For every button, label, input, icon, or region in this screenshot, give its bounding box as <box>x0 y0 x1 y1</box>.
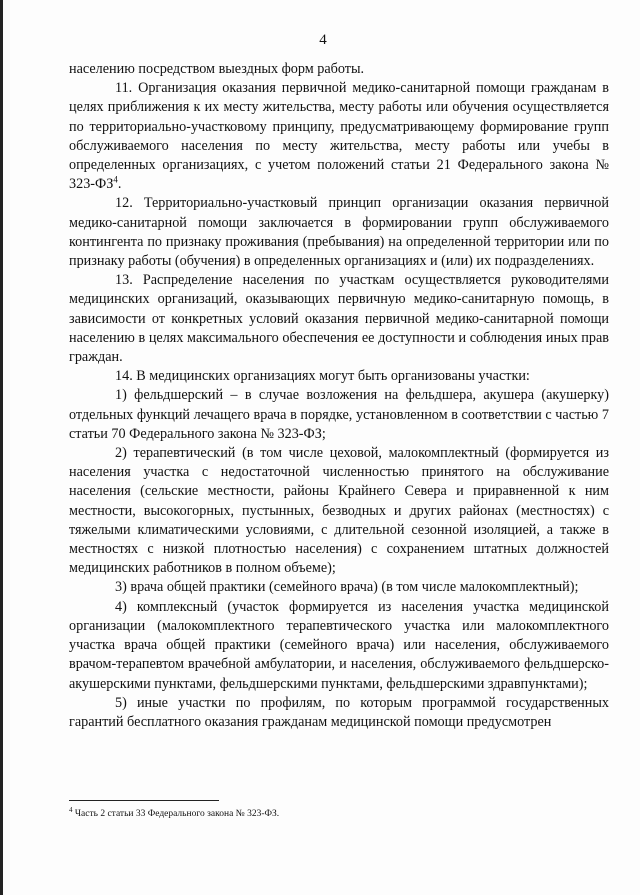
footnote-reference: 4 <box>113 174 118 185</box>
footnote <box>69 805 609 820</box>
footnote-divider <box>69 800 219 801</box>
list-item-1: 1) фельдшерский – в случае возложения на фельдшера, акушера (акушерку) отдельных функций лечащего врача в порядке, установленном в соответствии с частью 7 статьи 70 Федерального закона № 323-ФЗ; <box>69 387 609 442</box>
paragraph-continuation: населению посредством выездных форм работы. <box>69 61 365 77</box>
paragraph-14: 14. В медицинских организациях могут быть организованы участки: <box>115 368 530 385</box>
paragraph-11-tail: . <box>117 176 122 193</box>
list-item-2: 2) терапевтический (в том числе цеховой, малокомплектный (формируется из населения участка с недостаточной численностью принятого на обслуживание населения (сельские местности, районы Крайнего Севера и приравненной к ним местности, высокогорных, пустынных, безводных и других районах (местностях) с тяжелыми климатическими условиями, с длительной сезонной изоляцией, а также в местностях с низкой плотностью населения) с сохранением штатных должностей медицинских работников в полном объеме); <box>69 445 609 577</box>
list-item-4: 4) комплексный (участок формируется из населения участка медицинской организации (малокомплектного терапевтического участка или малокомплектного участка врача общей практики (семейного врача) или населения, обслуживаемого врачом-терапевтом врачебной амбулатории, и населения, обслуживаемого фельдшерско-акушерскими пунктами, фельдшерскими пунктами, фельдшерскими здравпунктами); <box>69 598 609 692</box>
paragraph-12: 12. Территориально-участковый принцип организации оказания первичной медико-санитарной помощи заключается в формировании групп обслуживаемого контингента по признаку проживания (пребывания) на определенной территории или по признаку работы (обучения) в определенных организациях и (или) их подразделениях. <box>69 195 609 270</box>
page-number: 4 <box>319 32 327 48</box>
paragraph-11-text: 11. Организация оказания первичной медико-санитарной помощи гражданам в целях приближения к их месту жительства, месту работы или обучения осуществляется по территориально-участковому принципу, предусматривающему формирование групп обслуживаемого населения по месту жительства, месту работы или учебы в определенных организациях, с учетом положений статьи 21 Федерального закона № 323-ФЗ <box>69 80 609 193</box>
paragraph-13: 13. Распределение населения по участкам осуществляется руководителями медицинских организаций, оказывающих первичную медико-санитарную помощь, в зависимости от конкретных условий оказания первичной медико-санитарной помощи населению в целях максимального обеспечения ее доступности и соблюдения иных прав граждан. <box>69 272 609 366</box>
list-item-3: 3) врача общей практики (семейного врача) (в том числе малокомплектный); <box>115 579 579 596</box>
paragraph-11 <box>69 79 609 194</box>
list-item-5: 5) иные участки по профилям, по которым программой государственных гарантий бесплатного оказания гражданам медицинской помощи предусмотрен <box>69 694 609 730</box>
body-text <box>69 60 609 732</box>
footnote-number: 4 <box>69 805 73 814</box>
footnote-text: Часть 2 статьи 33 Федерального закона № 323-ФЗ. <box>72 809 280 819</box>
